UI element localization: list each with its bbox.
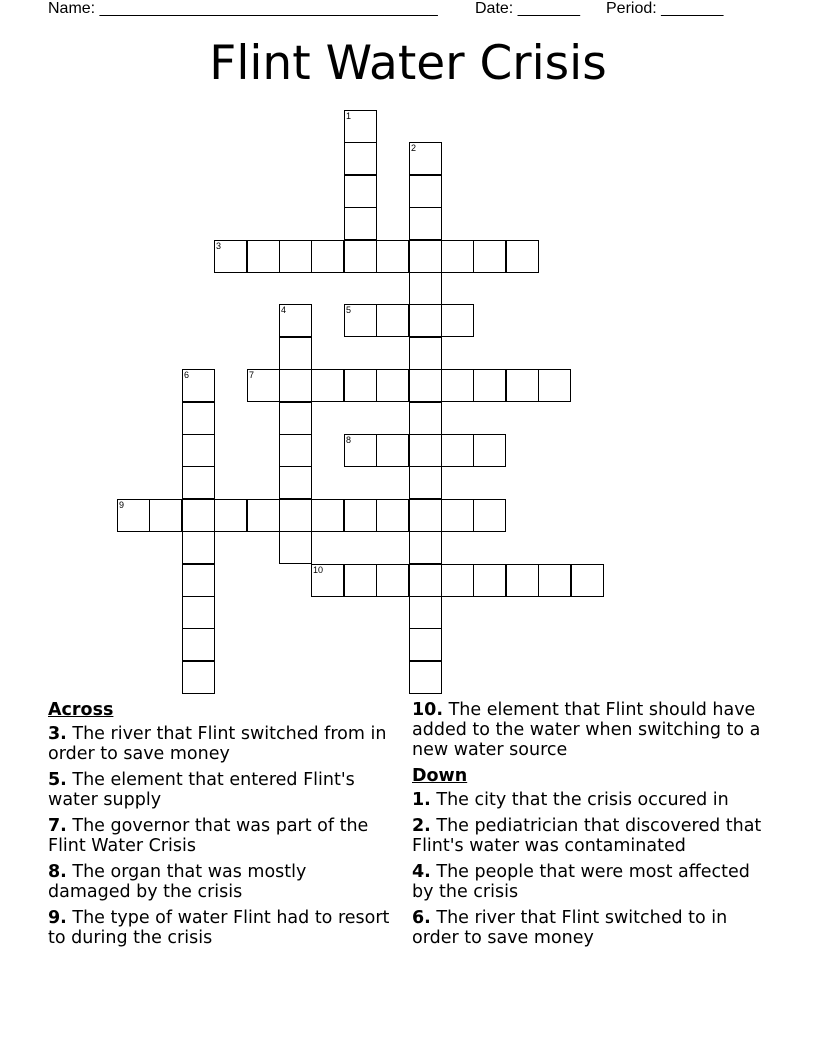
grid-cell[interactable] — [409, 434, 442, 467]
down-clue — [412, 816, 762, 856]
grid-cell[interactable] — [506, 369, 539, 402]
grid-cell[interactable] — [279, 402, 312, 435]
across-clue — [412, 700, 762, 760]
grid-cell[interactable] — [279, 434, 312, 467]
grid-cell[interactable] — [344, 207, 377, 240]
clue-number: 5. — [48, 770, 67, 790]
cell-number: 8 — [346, 435, 352, 445]
grid-cell[interactable] — [344, 240, 377, 273]
grid-cell[interactable] — [182, 402, 215, 435]
grid-cell[interactable] — [409, 661, 442, 694]
across-clue — [48, 816, 393, 856]
grid-cell[interactable] — [538, 369, 571, 402]
across-clue — [48, 908, 393, 948]
grid-cell[interactable] — [182, 531, 215, 564]
grid-cell[interactable] — [344, 564, 377, 597]
grid-cell[interactable] — [473, 240, 506, 273]
grid-cell[interactable] — [473, 369, 506, 402]
grid-cell[interactable] — [376, 304, 409, 337]
grid-cell[interactable] — [473, 434, 506, 467]
grid-cell[interactable] — [409, 531, 442, 564]
grid-cell[interactable] — [279, 240, 312, 273]
cell-number: 3 — [216, 241, 222, 251]
grid-cell[interactable] — [182, 596, 215, 629]
grid-cell[interactable] — [182, 628, 215, 661]
grid-cell[interactable] — [538, 564, 571, 597]
grid-cell[interactable] — [214, 499, 247, 532]
date-field-label: Date: _______ — [475, 0, 580, 17]
grid-cell[interactable] — [279, 369, 312, 402]
clue-text: The river that Flint switched to in order to save money — [412, 908, 728, 948]
grid-cell[interactable] — [409, 564, 442, 597]
grid-cell[interactable] — [506, 240, 539, 273]
cell-number: 5 — [346, 305, 352, 315]
grid-cell[interactable] — [409, 369, 442, 402]
across-clue — [48, 724, 393, 764]
grid-cell[interactable] — [279, 337, 312, 370]
grid-cell[interactable] — [409, 207, 442, 240]
cell-number: 2 — [411, 143, 417, 153]
grid-cell[interactable] — [409, 142, 442, 175]
grid-cell[interactable] — [441, 369, 474, 402]
clues-column-right — [412, 700, 762, 954]
grid-cell[interactable] — [344, 142, 377, 175]
clue-text: The organ that was mostly damaged by the crisis — [48, 862, 307, 902]
period-field-label: Period: _______ — [606, 0, 724, 17]
grid-cell[interactable] — [247, 499, 280, 532]
grid-cell[interactable] — [149, 499, 182, 532]
clue-number: 2. — [412, 816, 431, 836]
down-heading: Down — [412, 766, 468, 786]
grid-cell[interactable] — [311, 564, 344, 597]
grid-cell[interactable] — [279, 466, 312, 499]
clue-text: The pediatrician that discovered that Flint's water was contaminated — [412, 816, 762, 856]
grid-cell[interactable] — [182, 661, 215, 694]
grid-cell[interactable] — [409, 272, 442, 305]
across-clue — [48, 770, 393, 810]
cell-number: 6 — [184, 370, 190, 380]
cell-number: 9 — [119, 500, 125, 510]
clues-column-left — [48, 700, 393, 954]
grid-cell[interactable] — [344, 499, 377, 532]
grid-cell[interactable] — [409, 628, 442, 661]
grid-cell[interactable] — [182, 499, 215, 532]
grid-cell[interactable] — [376, 564, 409, 597]
across-clue — [48, 862, 393, 902]
grid-cell[interactable] — [311, 499, 344, 532]
clue-text: The element that Flint should have added to the water when switching to a new water source — [412, 700, 761, 760]
grid-cell[interactable] — [344, 175, 377, 208]
grid-cell[interactable] — [247, 240, 280, 273]
cell-number: 7 — [249, 370, 255, 380]
grid-cell[interactable] — [441, 499, 474, 532]
grid-cell[interactable] — [409, 337, 442, 370]
puzzle-title: Flint Water Crisis — [209, 36, 607, 91]
grid-cell[interactable] — [376, 434, 409, 467]
down-clue — [412, 908, 762, 948]
grid-cell[interactable] — [117, 499, 150, 532]
grid-cell[interactable] — [376, 369, 409, 402]
grid-cell[interactable] — [344, 369, 377, 402]
grid-cell[interactable] — [441, 304, 474, 337]
grid-cell[interactable] — [441, 434, 474, 467]
down-clue — [412, 862, 762, 902]
clue-number: 4. — [412, 862, 431, 882]
cell-number: 1 — [346, 111, 352, 121]
clue-text: The element that entered Flint's water supply — [48, 770, 355, 810]
grid-cell[interactable] — [409, 304, 442, 337]
clue-number: 9. — [48, 908, 67, 928]
cell-number: 10 — [313, 565, 324, 575]
grid-cell[interactable] — [376, 240, 409, 273]
down-clue — [412, 790, 762, 810]
clue-text: The river that Flint switched from in order to save money — [48, 724, 387, 764]
grid-cell[interactable] — [409, 596, 442, 629]
grid-cell[interactable] — [279, 531, 312, 564]
grid-cell[interactable] — [409, 402, 442, 435]
grid-cell[interactable] — [214, 240, 247, 273]
grid-cell[interactable] — [506, 564, 539, 597]
name-field-label: Name: ______________________________________ — [48, 0, 438, 17]
cell-number: 4 — [281, 305, 287, 315]
grid-cell[interactable] — [473, 499, 506, 532]
grid-cell[interactable] — [376, 499, 409, 532]
grid-cell[interactable] — [409, 466, 442, 499]
grid-cell[interactable] — [279, 304, 312, 337]
grid-cell[interactable] — [571, 564, 604, 597]
grid-cell[interactable] — [344, 110, 377, 143]
clue-text: The governor that was part of the Flint Water Crisis — [48, 816, 369, 856]
clue-number: 8. — [48, 862, 67, 882]
grid-cell[interactable] — [441, 240, 474, 273]
grid-cell[interactable] — [311, 369, 344, 402]
across-heading: Across — [48, 700, 114, 720]
grid-cell[interactable] — [441, 564, 474, 597]
grid-cell[interactable] — [311, 240, 344, 273]
grid-cell[interactable] — [247, 369, 280, 402]
grid-cell[interactable] — [182, 434, 215, 467]
grid-cell[interactable] — [409, 240, 442, 273]
clue-number: 7. — [48, 816, 67, 836]
clue-number: 10. — [412, 700, 444, 720]
grid-cell[interactable] — [182, 466, 215, 499]
clue-text: The type of water Flint had to resort to during the crisis — [48, 908, 390, 948]
grid-cell[interactable] — [344, 434, 377, 467]
clue-text: The people that were most affected by the crisis — [412, 862, 750, 902]
clue-text: The city that the crisis occured in — [436, 790, 729, 810]
clue-number: 6. — [412, 908, 431, 928]
grid-cell[interactable] — [409, 499, 442, 532]
clue-number: 1. — [412, 790, 431, 810]
grid-cell[interactable] — [344, 304, 377, 337]
grid-cell[interactable] — [279, 499, 312, 532]
grid-cell[interactable] — [182, 369, 215, 402]
grid-cell[interactable] — [409, 175, 442, 208]
grid-cell[interactable] — [473, 564, 506, 597]
clue-number: 3. — [48, 724, 67, 744]
grid-cell[interactable] — [182, 564, 215, 597]
